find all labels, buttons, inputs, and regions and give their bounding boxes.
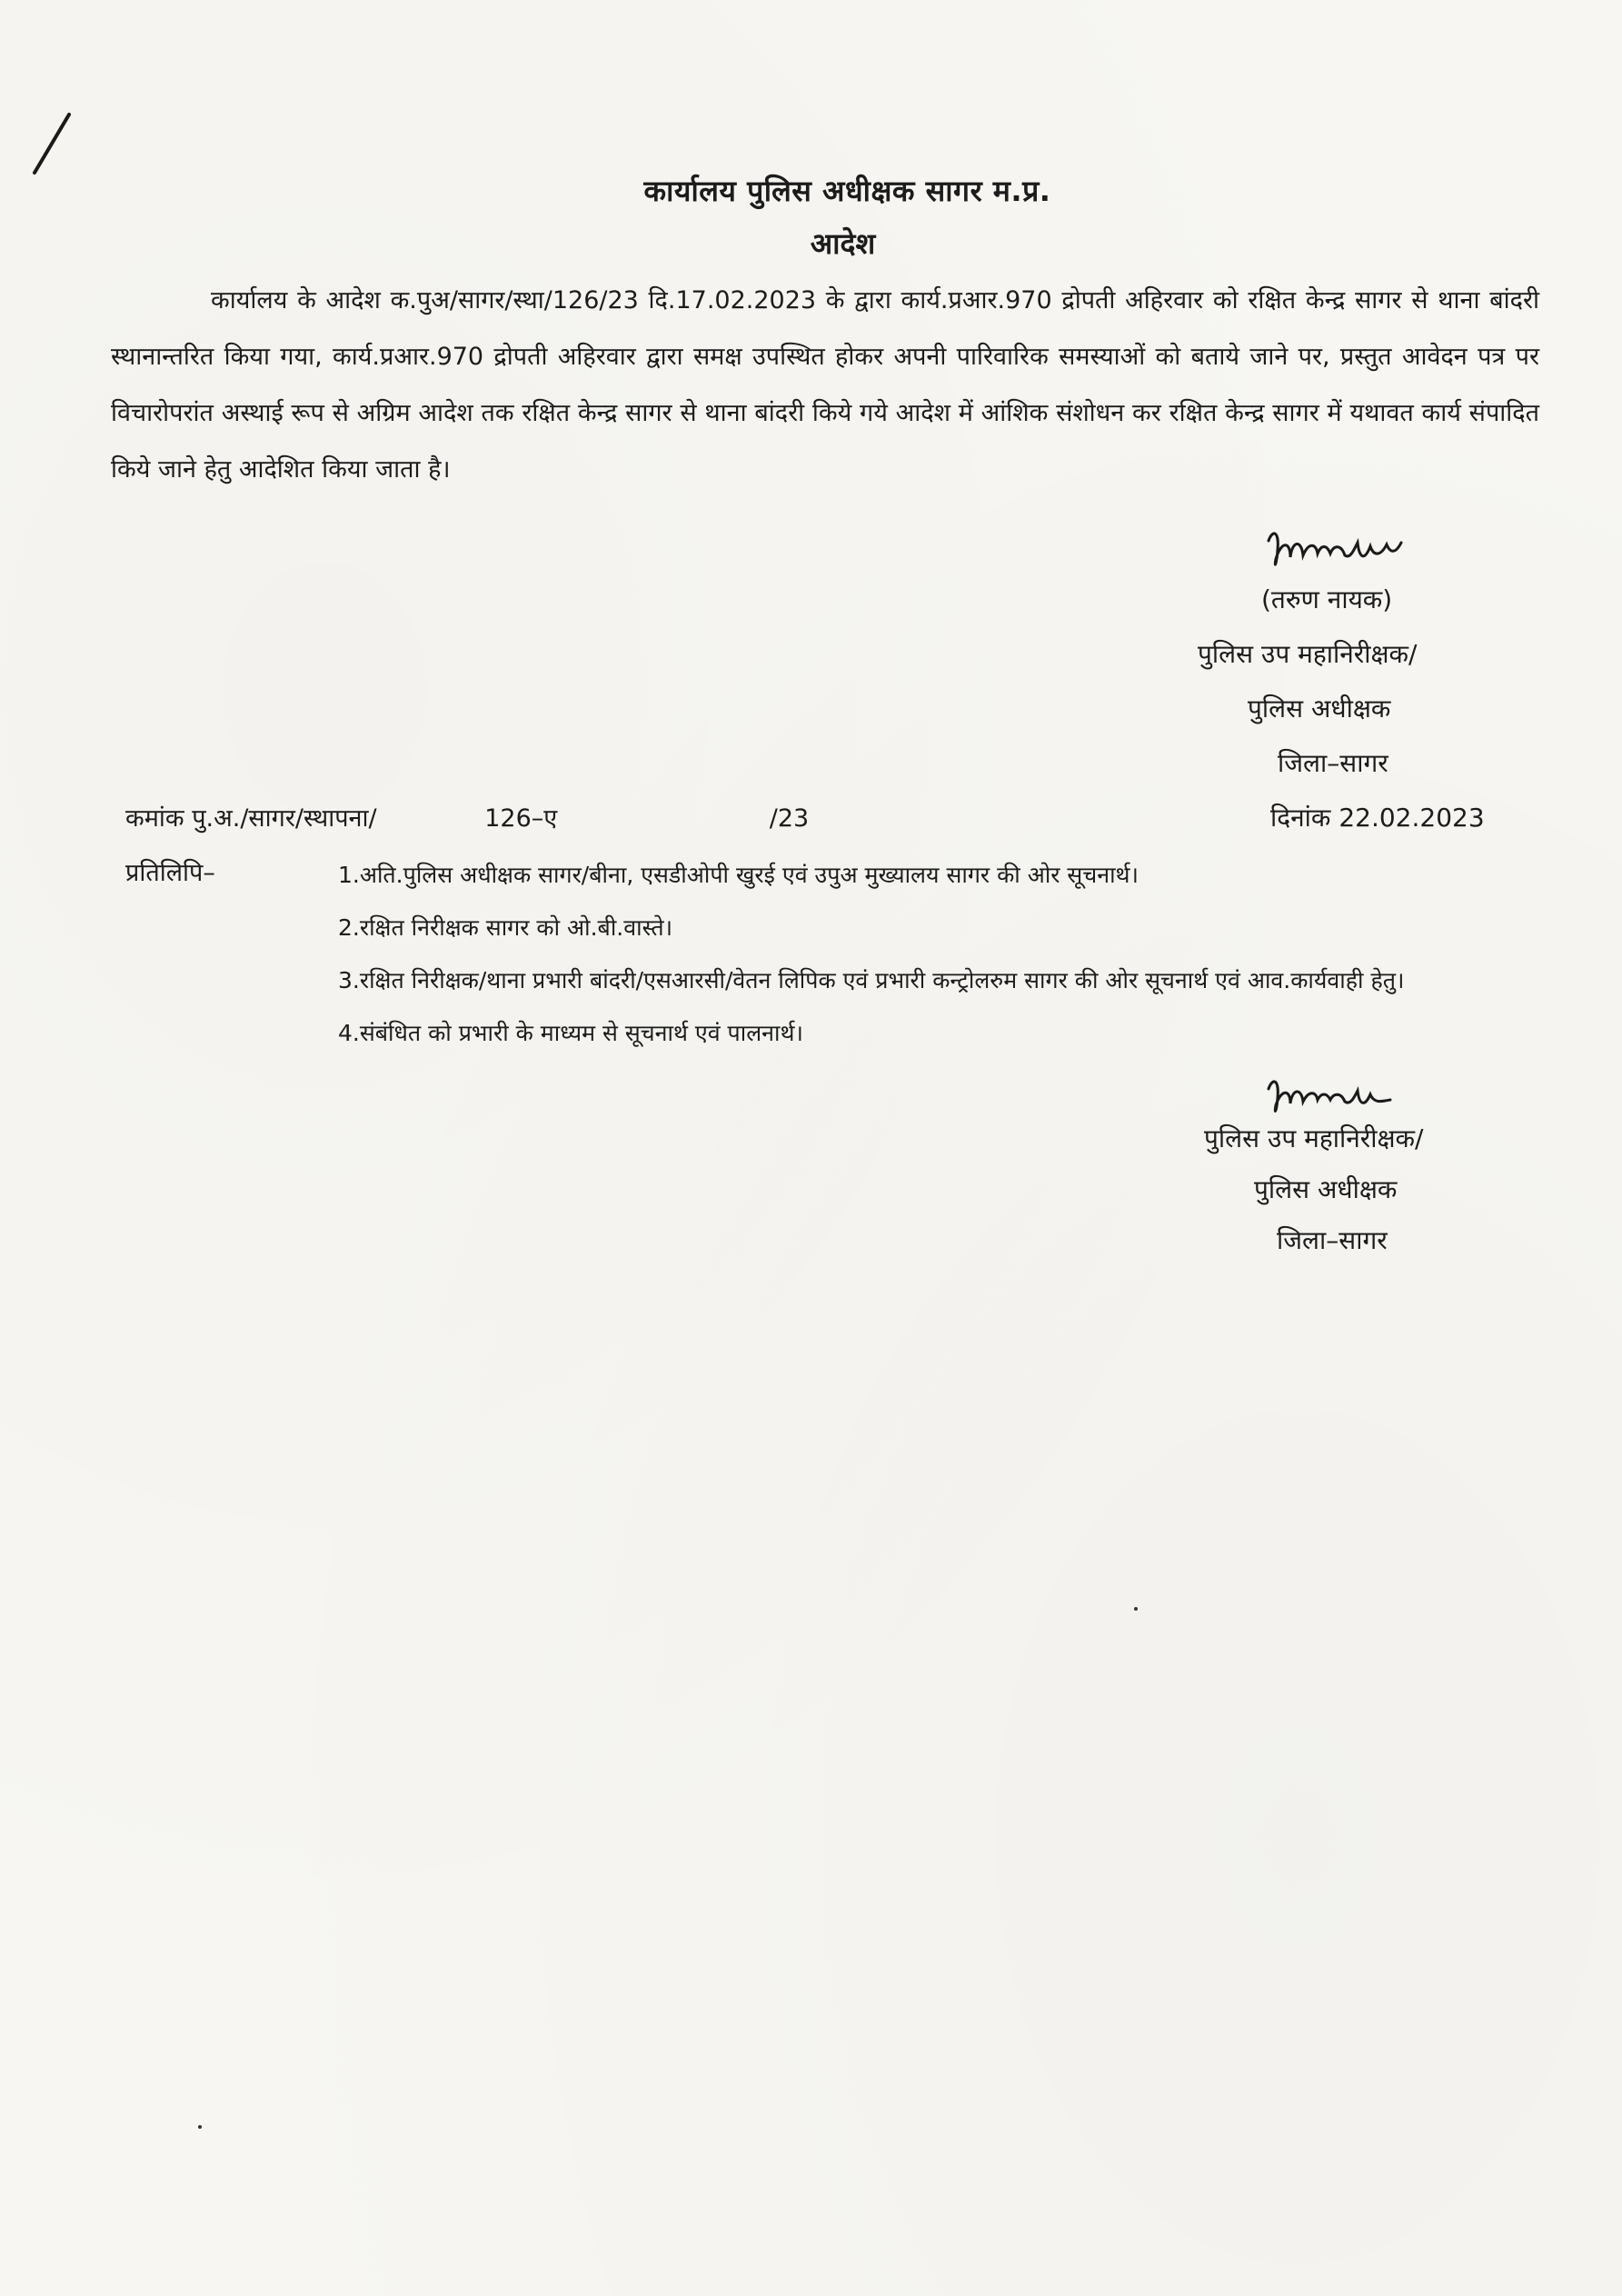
signatory-designation: पुलिस उप महानिरीक्षक/ [1204, 1123, 1424, 1153]
speck [198, 2125, 202, 2129]
copy-item: 2.रक्षित निरीक्षक सागर को ओ.बी.वास्ते। [338, 914, 673, 941]
order-heading: आदेश [810, 226, 876, 261]
signatory-name: (तरुण नायक) [1261, 584, 1393, 614]
copy-item: 4.संबंधित को प्रभारी के माध्यम से सूचनार्थ एवं पालनार्थ। [338, 1020, 803, 1046]
reference-prefix: कमांक पु.अ./सागर/स्थापना/ [125, 804, 377, 833]
copy-list [338, 849, 1501, 1060]
signatory-designation: पुलिस उप महानिरीक्षक/ [1198, 639, 1418, 669]
reference-number: 126–ए [484, 804, 558, 833]
second-signature-block [1204, 1113, 1424, 1266]
reference-line [125, 800, 809, 834]
speck [1134, 1607, 1138, 1611]
copy-item: 1.अति.पुलिस अधीक्षक सागर/बीना, एसडीओपी खुरई एवं उपुअ मुख्यालय सागर की ओर सूचनार्थ। [338, 862, 1139, 888]
reference-year: /23 [769, 804, 810, 833]
signatory-designation-2: पुलिस अधीक्षक [1248, 694, 1391, 724]
signatory-designation-2: पुलिस अधीक्षक [1254, 1174, 1398, 1204]
order-body-paragraph: कार्यालय के आदेश क.पुअ/सागर/स्था/126/23 दि.17.02.2023 के द्वारा कार्य.प्रआर.970 द्रोपती अहिरवार को रक्षित केन्द्र सागर से थाना बांदरी स्थानान्तरित किया गया, कार्य.प्रआर.970 द्रोपती अहिरवार द्वारा समक्ष उपस्थित होकर अपनी पारिवारिक समस्याओं को बताये जाने पर, प्रस्तुत आवेदन पत्र पर विचारोपरांत अस्थाई रूप से अग्रिम आदेश तक रक्षित केन्द्र सागर से थाना बांदरी किये गये आदेश में आंशिक संशोधन कर रक्षित केन्द्र सागर में यथावत कार्य संपादित किये जाने हेतु आदेशित किया जाता है। [111, 286, 1539, 484]
copy-item: 3.रक्षित निरीक्षक/थाना प्रभारी बांदरी/एसआरसी/वेतन लिपिक एवं प्रभारी कन्ट्रोलरुम सागर की ओर सूचनार्थ एवं आव.कार्यवाही हेतु। [338, 967, 1405, 993]
handwritten-signature [1263, 523, 1408, 577]
office-title: कार्यालय पुलिस अधीक्षक सागर म.प्र. [643, 174, 1051, 208]
copy-label: प्रतिलिपि– [125, 859, 215, 887]
first-signature-block [1198, 573, 1485, 845]
order-date: दिनांक 22.02.2023 [1270, 803, 1485, 833]
signatory-district: जिला–सागर [1278, 748, 1388, 778]
signatory-district: जिला–सागर [1277, 1225, 1388, 1255]
